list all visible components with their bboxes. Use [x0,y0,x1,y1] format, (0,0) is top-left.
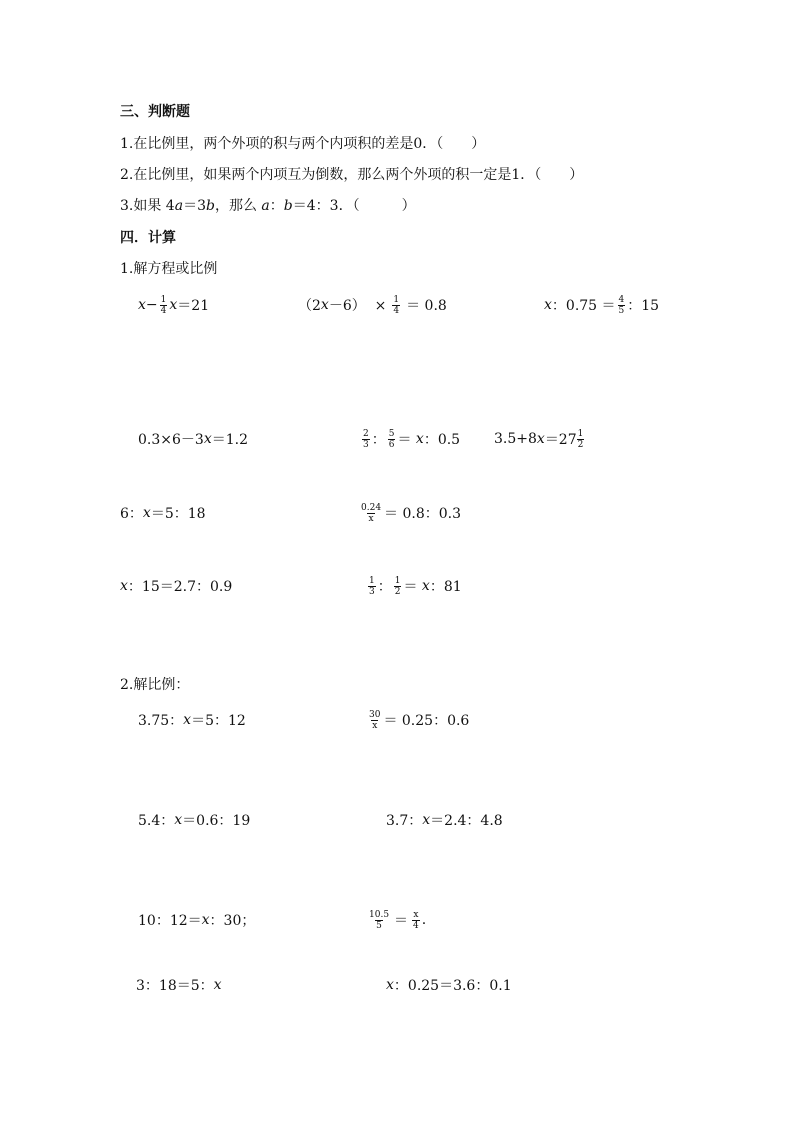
denominator: 4 [413,920,419,931]
var-x: x [386,977,394,993]
eq-text: ＝ 0.25：0.6 [383,713,470,729]
var-x: x [174,812,183,828]
numerator: 1 [393,294,400,305]
eq-text: ＝1.2 [211,432,248,448]
eq-text: ：0.25＝3.6：0.1 [393,978,512,994]
equation-7 [120,501,206,525]
equation-f6 [366,906,426,934]
fraction [368,576,376,597]
numerator: 10.5 [369,909,390,920]
denominator: 5 [376,920,382,931]
numerator: 1 [577,428,584,439]
eq-text: ＝ [403,579,422,595]
eq-text: ＝5：12 [191,713,246,729]
eq-text: 10：12＝ [138,913,202,929]
var-x: x [421,578,430,594]
numerator: 30 [369,709,381,720]
eq-text: 5.4： [138,813,175,829]
denominator: 5 [618,305,625,316]
numerator: x [413,909,419,920]
eq-text: 3.5+8 [494,431,537,447]
subsection-1-title: 1.解方程或比例 [120,261,218,277]
q3-colon: ： [269,198,284,214]
eq-text: ：15 [627,298,660,314]
question-2: 2.在比例里，如果两个内项互为倒数，那么两个外项的积一定是1．（ ） [120,167,584,183]
equation-f4 [386,808,503,832]
fraction [392,295,400,316]
var-x: x [536,431,545,447]
q3-tail: ＝4：3．（ ） [292,198,416,214]
var-a: a [261,198,270,214]
var-b: b [283,198,293,214]
eq-text: 0.3×6－3 [138,432,204,448]
eq-text: （2 [298,298,321,314]
fraction [618,295,626,316]
equation-2 [298,293,447,317]
equation-f2 [366,708,469,732]
eq-text: ：0.75 ＝ [551,298,616,314]
numerator: 1 [369,575,375,586]
var-x: x [183,712,192,728]
equation-3 [544,293,659,317]
equation-f8 [386,973,512,997]
fraction [394,576,402,597]
fraction [368,910,390,931]
var-x: x [203,431,212,447]
equation-9 [120,574,232,598]
var-x: x [213,977,222,993]
denominator: 3 [369,586,375,597]
eq-text: 3.75： [138,713,184,729]
eq-text: . [421,912,427,928]
var-x: x [120,578,128,594]
eq-text: ＝5：18 [150,506,206,522]
eq-text: ：0.5 [423,432,461,448]
var-x: x [201,912,210,928]
fraction [388,429,396,450]
eq-text: ＝ 0.8：0.3 [384,506,462,522]
q3-prefix: 3.如果 4 [120,198,175,214]
denominator: x [372,720,378,731]
denominator: 2 [394,586,401,597]
fraction [577,429,585,450]
denominator: 3 [363,439,369,450]
eq-text: ＝21 [177,298,210,314]
eq-text: ＝ [394,913,409,929]
numerator: 5 [388,428,395,439]
fraction [368,710,381,731]
numerator: 2 [363,428,369,439]
var-x: x [422,812,431,828]
fraction [362,429,370,450]
eq-text: －6） × [328,298,387,314]
eq-text: 3.7： [386,813,423,829]
fraction [160,295,168,316]
question-1: 1.在比例里，两个外项的积与两个内项积的差是0．（ ） [120,136,486,152]
denominator: 2 [577,439,584,450]
equation-f3 [138,808,250,832]
equation-10 [366,574,462,598]
eq-text: 3：18＝5： [136,978,214,994]
denominator: x [368,513,374,524]
var-x: x [142,505,151,521]
var-x: x [544,297,552,313]
eq-text: ： [377,579,392,595]
var-b: b [206,198,215,214]
eq-text: ＝ [397,432,416,448]
equation-f7 [136,973,222,997]
subsection-2-title: 2.解比例： [120,677,190,693]
var-x: x [138,297,146,313]
eq-text: ＝0.6：19 [182,813,251,829]
q3-mid: ，那么 [214,198,262,214]
var-x: x [169,297,178,313]
eq-text: ＝2.4：4.8 [430,813,503,829]
equation-6 [494,427,586,451]
eq-text: − [145,297,158,313]
eq-text: ：15＝2.7：0.9 [127,579,233,595]
section-4-title: 四．计算 [120,230,176,246]
eq-text: ：81 [429,579,462,595]
equation-1 [138,293,209,317]
numerator: 1 [160,294,167,305]
q3-eq: ＝3 [183,198,206,214]
section-3-title: 三、判断题 [120,104,190,120]
equation-4 [138,427,248,451]
denominator: 6 [388,439,395,450]
question-3 [120,197,416,215]
numerator: 1 [394,575,401,586]
equation-f1 [138,708,246,732]
eq-text: ：30； [209,913,256,929]
eq-text: 6： [120,506,143,522]
numerator: 0.24 [361,502,382,513]
eq-text: ： [371,432,386,448]
var-x: x [320,297,329,313]
var-a: a [174,198,184,214]
var-x: x [415,431,424,447]
eq-text: ＝27 [544,432,577,448]
denominator: 4 [160,305,167,316]
fraction [412,910,420,931]
eq-text: ＝ 0.8 [406,298,447,314]
equation-8 [358,501,461,525]
fraction [360,503,382,524]
denominator: 4 [393,305,400,316]
equation-5 [360,427,460,451]
numerator: 4 [618,294,625,305]
equation-f5 [138,908,255,932]
